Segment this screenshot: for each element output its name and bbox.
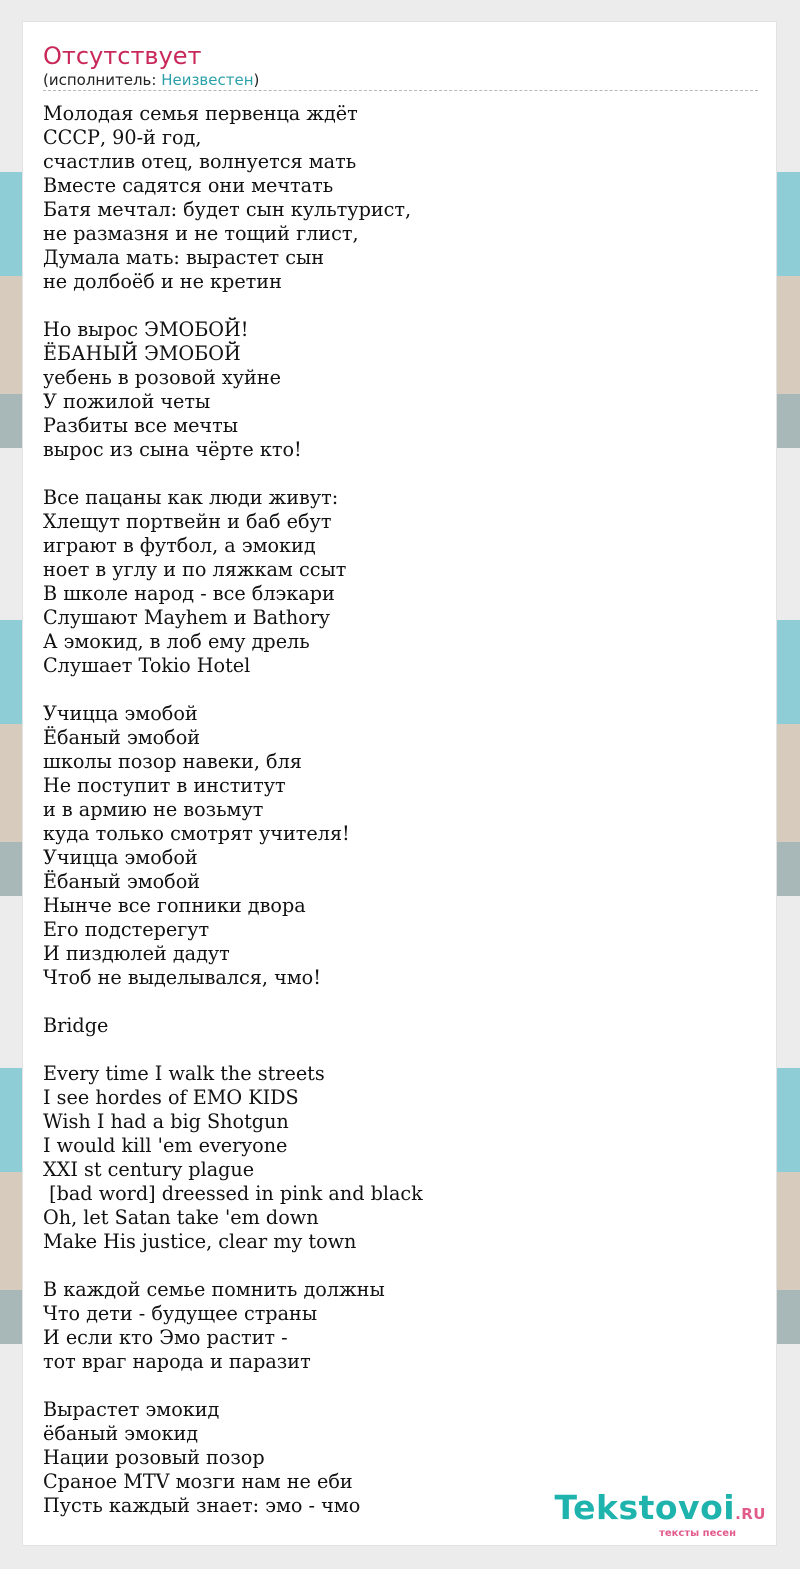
artist-link[interactable]: Неизвестен [161, 71, 254, 89]
lyrics-card [22, 21, 777, 1546]
logo-wordmark [555, 1490, 766, 1532]
logo-tld: .RU [735, 1505, 766, 1523]
song-title: Отсутствует [43, 42, 202, 70]
site-logo[interactable] [555, 1490, 766, 1539]
logo-name: Tekstovoi [554, 1488, 736, 1527]
title-divider [43, 90, 758, 91]
artist-prefix: (исполнитель: [43, 71, 162, 89]
logo-tagline: тексты песен [659, 1528, 736, 1539]
lyrics-text: Молодая семья первенца ждёт СССР, 90-й год, счастлив отец, волнуется мать Вместе садятся они мечтать Батя мечтал: будет сын культурист, не размазня и не тощий глист, Думала мать: вырастет сын не долбоёб и не кретин Но вырос ЭМОБОЙ! ЁБАНЫЙ ЭМОБОЙ уебень в розовой хуйне У пожилой четы Разбиты все мечты вырос из сына чёрте кто! Все пацаны как люди живут: Хлещут портвейн и баб ебут играют в футбол, а эмокид ноет в углу и по ляжкам ссыт В школе народ - все блэкари Слушают Mayhem и Bathory А эмокид, в лоб ему дрель Слушает Tokio Hotel Учицца эмобой Ёбаный эмобой школы позор навеки, бля Не поступит в институт и в армию не возьмут куда только смотрят учителя! Учицца эмобой Ёбаный эмобой Нынче все гопники двора Его подстерегут И пиздюлей дадут Чтоб не выделывался, чмо! Bridge Every time I walk the streets I see hordes of EMO KIDS Wish I had a big Shotgun I would kill 'em everyone XXI st century plague [bad word] dreessed in pink and black Oh, let Satan take 'em down Make His justice, clear my town В каждой семье помнить должны Что дети - будущее страны И если кто Эмо растит - тот враг народа и паразит Вырастет эмокид ёбаный эмокид Нации розовый позор Сраное MTV мозги нам не еби Пусть каждый знает: эмо - чмо [43, 102, 423, 1517]
artist-line [43, 70, 259, 90]
artist-suffix: ) [253, 71, 260, 89]
